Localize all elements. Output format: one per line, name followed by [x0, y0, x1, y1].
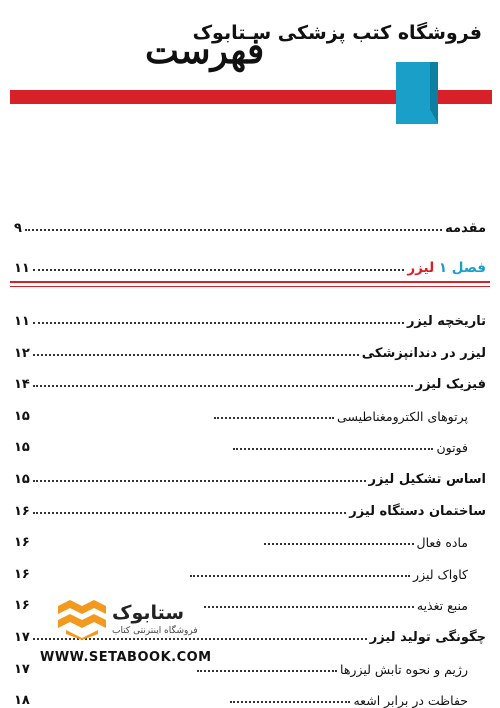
toc-entry-page: ۱۲	[14, 345, 30, 361]
watermark-url[interactable]: WWW.SETABOOK.COM	[40, 650, 212, 665]
chapter-name: لیزر	[407, 260, 435, 276]
store-title: فروشگاه کتب پزشکی سـتابوک	[192, 22, 482, 44]
dot-leader	[33, 385, 413, 387]
watermark	[40, 600, 240, 670]
toc-entry-label: ساختمان دستگاه لیزر	[349, 503, 486, 519]
toc-entry-page: ۱۶	[14, 535, 30, 551]
toc-entry-row[interactable]	[14, 400, 486, 424]
toc-entry-page: ۱۴	[14, 377, 30, 393]
toc-entry-label: پرتوهای الکترومغناطیسی	[337, 408, 468, 424]
dot-leader	[264, 543, 414, 545]
chapter-divider-2	[10, 286, 490, 287]
toc-entry-label: تاریخچه لیزر	[406, 314, 486, 329]
toc-entry-label: منبع تغذیه	[416, 598, 468, 614]
toc-chapter-label	[407, 260, 486, 276]
toc-entry-page: ۱۵	[14, 408, 30, 424]
dot-leader	[33, 269, 405, 271]
dot-leader	[33, 354, 359, 356]
toc-chapter-page: ۱۱	[14, 261, 30, 276]
toc-intro-page: ۹	[14, 221, 22, 236]
toc-entry-label: رژیم و نحوه تابش لیزرها	[340, 661, 468, 677]
toc-entry-row[interactable]	[14, 431, 486, 455]
toc-entry-label: کاواک لیزر	[413, 566, 468, 582]
dot-leader	[230, 701, 350, 703]
toc-entry-label: فوتون	[436, 440, 468, 456]
toc-entry-label: اساس تشکیل لیزر	[368, 472, 486, 487]
toc-intro-row[interactable]	[14, 212, 486, 236]
chapter-number: ۱	[438, 260, 448, 276]
toc-entry-page: ۱۶	[14, 566, 30, 582]
toc-entry-page: ۱۷	[14, 630, 30, 645]
page-title: فهرست	[145, 30, 265, 72]
toc-entry-row[interactable]	[14, 368, 486, 392]
setabook-logo-icon	[58, 600, 106, 640]
toc-entry-label: حفاظت در برابر اشعه	[353, 693, 468, 708]
toc-entry-label: فیزیک لیزر	[415, 377, 486, 393]
toc-entry-label: ماده فعال	[416, 535, 468, 551]
toc-entry-page: ۱۶	[14, 503, 30, 519]
toc-entry-row[interactable]	[14, 526, 486, 550]
dot-leader	[233, 448, 433, 450]
toc-entry-label: لیزر در دندانپزشکی	[361, 345, 486, 361]
toc-entry-page: ۱۷	[14, 661, 30, 677]
toc-entry-page: ۱۸	[14, 693, 30, 708]
dot-leader	[25, 229, 442, 231]
toc-entry-page: ۱۶	[14, 598, 30, 614]
toc-entry-row[interactable]	[14, 684, 486, 708]
toc-entry-row[interactable]	[14, 463, 486, 487]
toc-entry-page: ۱۵	[14, 472, 30, 487]
dot-leader	[33, 322, 404, 324]
toc-entry-page: ۱۱	[14, 314, 30, 329]
toc-entry-row[interactable]	[14, 337, 486, 361]
toc-entry-label: چگونگی تولید لیزر	[369, 630, 486, 645]
toc-entry-row[interactable]	[14, 495, 486, 519]
chapter-prefix: فصل	[451, 260, 486, 276]
dot-leader	[190, 575, 410, 577]
watermark-tagline: فروشگاه اینترنتی کتاب	[112, 626, 198, 636]
dot-leader	[33, 480, 366, 482]
toc-entry-page: ۱۵	[14, 440, 30, 456]
watermark-brand: ستابوک	[112, 602, 185, 624]
table-of-contents	[14, 0, 486, 708]
toc-intro-label: مقدمه	[445, 221, 486, 236]
toc-entry-row[interactable]	[14, 305, 486, 329]
dot-leader	[33, 512, 346, 514]
toc-entry-row[interactable]	[14, 558, 486, 582]
dot-leader	[214, 417, 334, 419]
toc-chapter-row[interactable]	[14, 252, 486, 276]
chapter-divider	[10, 281, 490, 283]
